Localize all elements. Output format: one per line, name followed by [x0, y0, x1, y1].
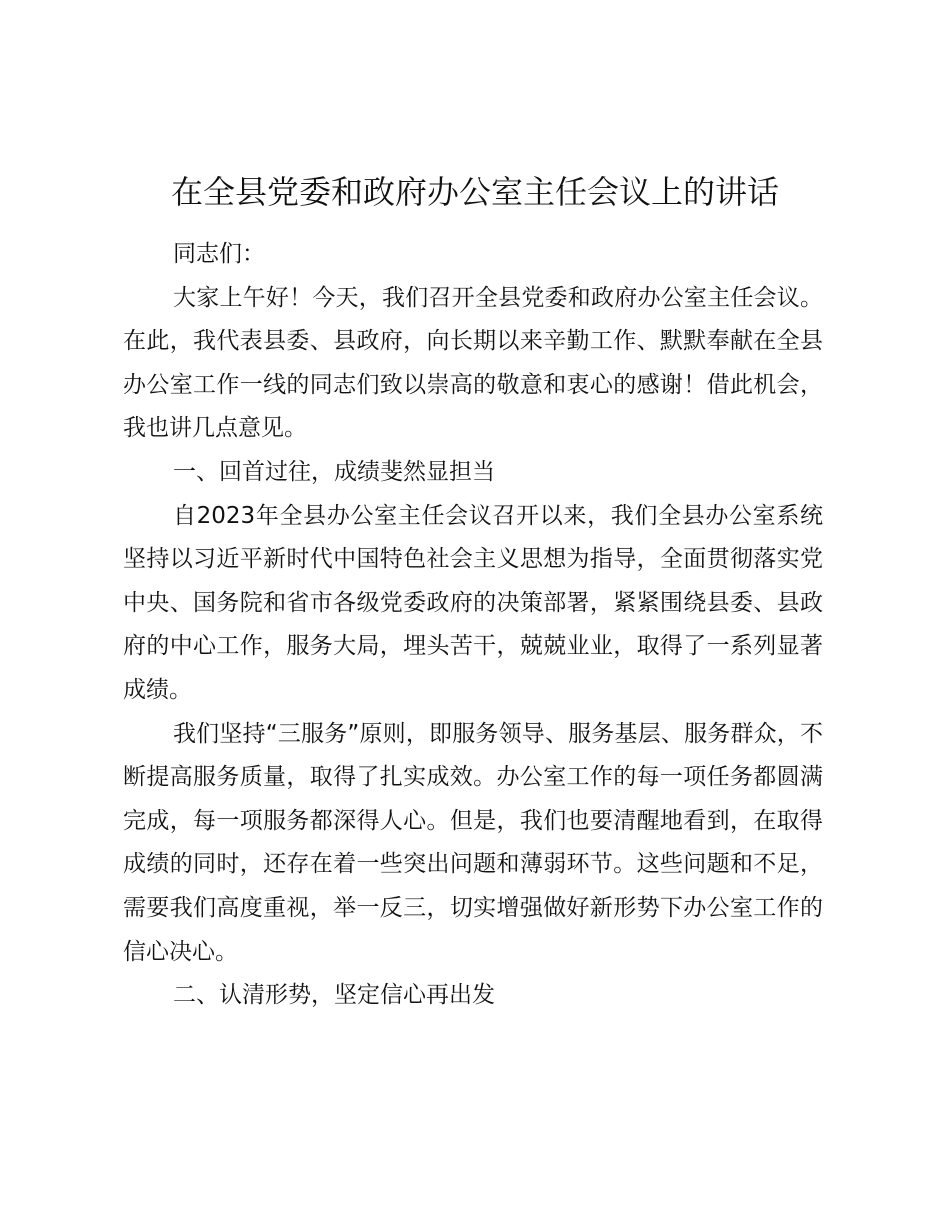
body-paragraph: 自2023年全县办公室主任会议召开以来，我们全县办公室系统坚持以习近平新时代中国特色社会主义思想为指导，全面贯彻落实党中央、国务院和省市各级党委政府的决策部署，紧紧围绕县委、县政府的中心工作，服务大局，埋头苦干，兢兢业业，取得了一系列显著成绩。: [123, 502, 823, 703]
document-body: [123, 233, 823, 1018]
body-paragraph: 我们坚持“三服务”原则，即服务领导、服务基层、服务群众，不断提高服务质量，取得了扎实成效。办公室工作的每一项任务都圆满完成，每一项服务都深得人心。但是，我们也要清醒地看到，在取得成绩的同时，还存在着一些突出问题和薄弱环节。这些问题和不足，需要我们高度重视，举一反三，切实增强做好新形势下办公室工作的信心决心。: [123, 720, 823, 965]
salutation: 同志们：: [173, 241, 265, 267]
document-title: 在全县党委和政府办公室主任会议上的讲话: [170, 173, 779, 211]
opening-paragraph: 大家上午好！今天，我们召开全县党委和政府办公室主任会议。在此，我代表县委、县政府，向长期以来辛勤工作、默默奉献在全县办公室工作一线的同志们致以崇高的敬意和衷心的感谢！借此机会，我也讲几点意见。: [123, 284, 823, 442]
section-heading-2: 二、认清形势，坚定信心再出发: [173, 982, 495, 1009]
section-heading-1: 一、回首过往，成绩斐然显担当: [173, 458, 495, 485]
